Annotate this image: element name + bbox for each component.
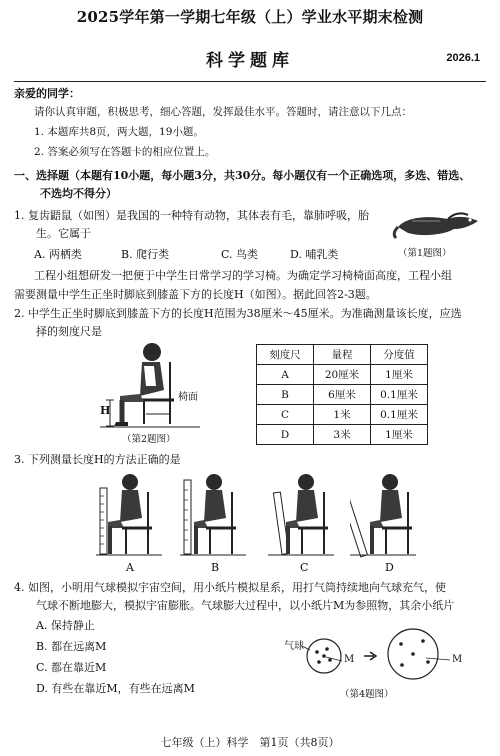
q1-option-d[interactable]: D. 哺乳类 (290, 248, 339, 261)
q2-figure-seat-label: 椅面 (178, 392, 198, 403)
q4-figure-caption: （第4题图） (340, 689, 394, 700)
q3-figure-d (350, 470, 420, 560)
q4-stem-cont: 气球不断地膨大，模拟宇宙膨胀。气球膨大过程中，以小纸片M为参照物，其余小纸片 (36, 599, 455, 612)
flying-squirrel-image (392, 207, 484, 241)
q1-option-c[interactable]: C. 鸟类 (221, 248, 259, 261)
context-line-2: 需要测量中学生正坐时脚底到膝盖下方的长度H（如图）。据此回答2-3题。 (14, 288, 377, 301)
exam-subtitle: 科学题库 (206, 51, 294, 71)
q4-option-d[interactable]: D. 有些在靠近M，有些在远离M (36, 682, 195, 695)
q3-figure-c (268, 470, 338, 560)
q4-stem: 4. 如图，小明用气球模拟宇宙空间，用小纸片模拟星系，用打气筒持续地向气球充气，使 (14, 581, 446, 594)
note-1: 1. 本题库共8页，两大题，19小题。 (34, 126, 204, 138)
table-row[interactable] (257, 425, 428, 445)
table-cell: B (257, 385, 314, 405)
table-cell: D (257, 425, 314, 445)
q1-stem: 1. 复齿鼯鼠（如图）是我国的一种特有动物，其体表有毛，靠肺呼吸，胎 (14, 209, 369, 222)
q4-option-b[interactable]: B. 都在远离M (36, 640, 107, 653)
q4-figure-m-label-large: M (452, 654, 463, 665)
section-1-heading: 一、选择题（本题有10小题，每小题3分，共30分。每小题仅有一个正确选项，多选、错选、 (14, 169, 471, 182)
q4-option-a[interactable]: A. 保持静止 (36, 619, 95, 632)
q4-figure-balloon-label: 气球 (284, 641, 304, 652)
q3-option-c[interactable]: C (300, 561, 309, 574)
q3-figure-a (96, 470, 166, 560)
q2-stem: 2. 中学生正坐时脚底到膝盖下方的长度H范围为38厘米～45厘米。为准确测量该长度，应选 (14, 307, 462, 320)
page-footer: 七年级（上）科学 第1页（共8页） (160, 736, 340, 749)
table-row[interactable] (257, 385, 428, 405)
seated-student-figure (100, 340, 210, 428)
q1-stem-cont: 生。它属于 (36, 227, 91, 240)
table-cell: A (257, 365, 314, 385)
table-header-cell: 量程 (314, 345, 371, 365)
q1-option-b[interactable]: B. 爬行类 (121, 248, 170, 261)
table-header-row (257, 345, 428, 365)
table-cell: 0.1厘米 (371, 405, 428, 425)
table-cell: 6厘米 (314, 385, 371, 405)
q4-figure-m-label-small: M (344, 654, 355, 665)
table-row[interactable] (257, 405, 428, 425)
table-row[interactable] (257, 365, 428, 385)
q2-figure-caption: （第2题图） (122, 434, 176, 445)
q3-figure-b (180, 470, 250, 560)
ruler-options-table (256, 344, 428, 445)
q1-figure-caption: （第1题图） (398, 248, 452, 259)
q4-option-c[interactable]: C. 都在靠近M (36, 661, 107, 674)
q3-stem: 3. 下列测量长度H的方法正确的是 (14, 453, 181, 466)
q3-option-a[interactable]: A (126, 561, 134, 574)
q2-figure-h-label: H (100, 404, 111, 417)
greeting: 亲爱的同学： (14, 87, 80, 100)
table-cell: 1厘米 (371, 425, 428, 445)
table-cell: 3米 (314, 425, 371, 445)
table-cell: 1米 (314, 405, 371, 425)
section-1-heading-cont: 不选均不得分） (40, 187, 117, 200)
table-cell: 1厘米 (371, 365, 428, 385)
table-header-cell: 刻度尺 (257, 345, 314, 365)
q3-option-d[interactable]: D (385, 561, 394, 574)
instruction: 请你认真审题，积极思考，细心答题，发挥最佳水平。答题时，请注意以下几点： (34, 106, 412, 118)
q1-option-a[interactable]: A. 两栖类 (34, 248, 82, 261)
context-line-1: 工程小组想研发一把便于中学生日常学习的学习椅。为确定学习椅椅面高度，工程小组 (34, 269, 452, 282)
balloon-figure (280, 624, 470, 684)
q2-stem-cont: 择的刻度尺是 (36, 325, 102, 338)
table-cell: C (257, 405, 314, 425)
note-2: 2. 答案必须写在答题卡的相应位置上。 (34, 146, 216, 158)
table-cell: 20厘米 (314, 365, 371, 385)
exam-date: 2026.1 (446, 52, 480, 64)
exam-title: 2025学年第一学期七年级（上）学业水平期末检测 (76, 8, 424, 26)
q3-option-b[interactable]: B (211, 561, 220, 574)
table-cell: 0.1厘米 (371, 385, 428, 405)
header-divider (14, 81, 486, 82)
table-header-cell: 分度值 (371, 345, 428, 365)
